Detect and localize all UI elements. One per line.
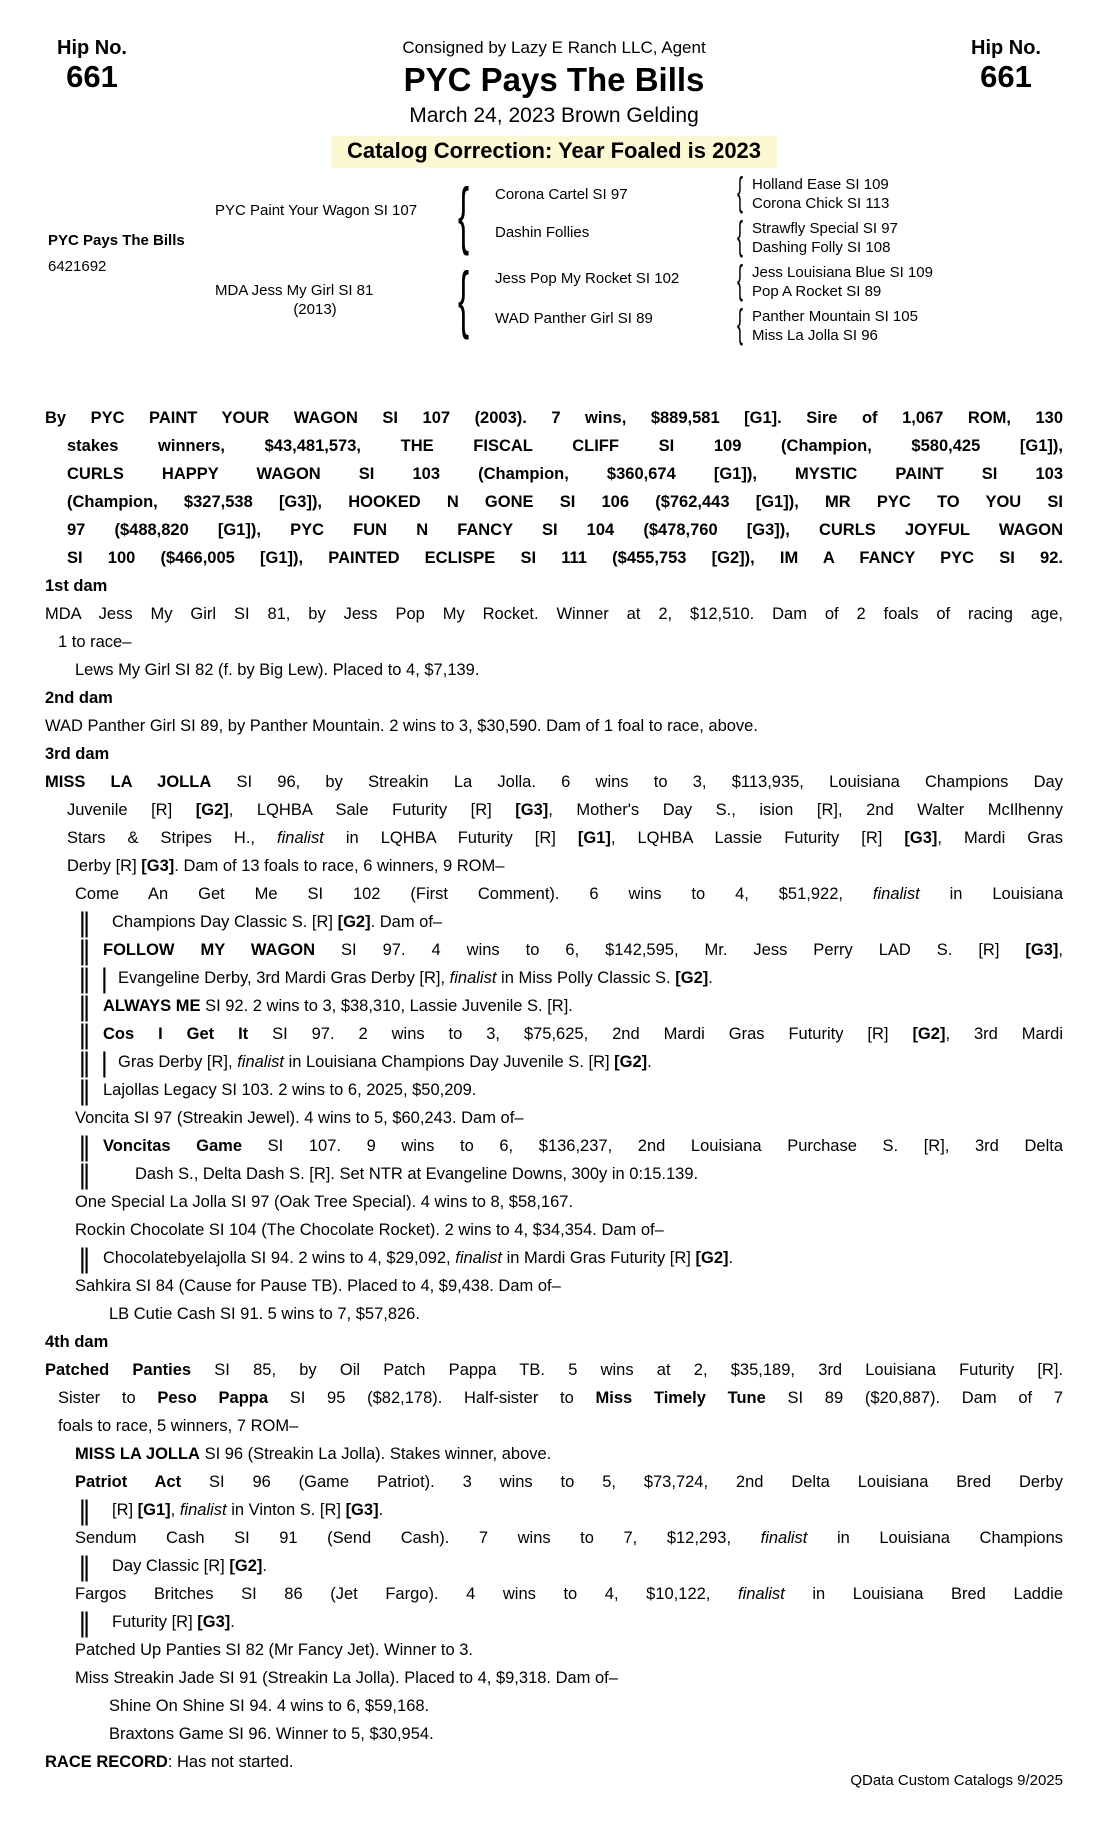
body-text: . bbox=[378, 1501, 384, 1519]
hierarchy-bar: ‖ bbox=[78, 1048, 91, 1078]
pedigree-gen3-ancestor: Pop A Rocket SI 89 bbox=[752, 283, 882, 300]
body-text: [G3] bbox=[345, 1501, 379, 1519]
body-text: [G1] bbox=[577, 829, 611, 847]
body-text: [R] bbox=[112, 1501, 138, 1519]
body-line bbox=[45, 544, 1063, 572]
section-4th-dam bbox=[45, 1328, 1063, 1356]
body-text: MISS LA JOLLA bbox=[75, 1445, 200, 1463]
body-text: Voncitas Game bbox=[103, 1137, 243, 1155]
body-text: SI 107. 9 wins to 6, $136,237, 2nd Louisiana Purchase S. [R], 3rd Delta bbox=[242, 1137, 1063, 1155]
pedigree-brace: { bbox=[737, 302, 744, 346]
body-text: , LQHBA Sale Futurity [R] bbox=[228, 801, 516, 819]
body-text: Dash S., Delta Dash S. [R]. Set NTR at Evangeline Downs, 300y in 0:15.139. bbox=[135, 1165, 699, 1183]
body-text: [G2] bbox=[695, 1249, 729, 1267]
horse-name-title: PYC Pays The Bills bbox=[403, 61, 705, 98]
pedigree-brace: { bbox=[458, 257, 470, 340]
body-line bbox=[45, 1020, 1063, 1048]
hierarchy-bar: ‖ bbox=[78, 1132, 91, 1162]
body-text: Cos I Get It bbox=[103, 1025, 249, 1043]
body-text: Miss Timely Tune bbox=[595, 1389, 766, 1407]
body-text: in Louisiana bbox=[919, 885, 1063, 903]
body-text: in Louisiana Champions Day Juvenile S. [R] bbox=[283, 1053, 615, 1071]
pedigree-brace: { bbox=[737, 214, 744, 258]
body-text: RACE RECORD bbox=[45, 1753, 168, 1771]
hierarchy-bar: ‖ bbox=[78, 1020, 91, 1050]
body-text: SI 96 (Game Patriot). 3 wins to 5, $73,724, 2nd Delta Louisiana Bred Derby bbox=[181, 1473, 1063, 1491]
body-line bbox=[45, 936, 1063, 964]
hierarchy-bar: ‖ bbox=[78, 992, 91, 1022]
body-text: finalist bbox=[277, 829, 324, 847]
body-text: finalist bbox=[455, 1249, 503, 1267]
body-text: , Mother's Day S., ision [R], 2nd Walter McIlhenny bbox=[548, 801, 1064, 819]
body-text: Juvenile [R] bbox=[67, 801, 196, 819]
body-text: : Has not started. bbox=[167, 1753, 294, 1771]
body-text: [G2] bbox=[675, 969, 709, 987]
body-line bbox=[45, 1048, 1063, 1076]
body-text: Voncita SI 97 (Streakin Jewel). 4 wins to 5, $60,243. Dam of– bbox=[75, 1109, 524, 1127]
pedigree-gen2-sire-sire: Corona Cartel SI 97 bbox=[495, 186, 628, 203]
body-text: Chocolatebyelajolla SI 94. 2 wins to 4, $29,092, bbox=[103, 1249, 456, 1267]
body-text: 4th dam bbox=[45, 1333, 109, 1351]
body-line bbox=[45, 1524, 1063, 1552]
body-text: SI 97. 2 wins to 3, $75,625, 2nd Mardi Gras Futurity [R] bbox=[248, 1025, 913, 1043]
body-line bbox=[45, 656, 1063, 684]
pedigree-gen2-dam-sire: Jess Pop My Rocket SI 102 bbox=[495, 270, 680, 287]
body-text: in Louisiana Champions bbox=[807, 1529, 1064, 1547]
body-text: Sister to bbox=[58, 1389, 158, 1407]
pedigree-gen3-ancestor: Dashing Folly SI 108 bbox=[752, 239, 891, 256]
body-text: . Dam of– bbox=[370, 913, 443, 931]
body-text: foals to race, 5 winners, 7 ROM– bbox=[58, 1417, 299, 1435]
consignor-line: Consigned by Lazy E Ranch LLC, Agent bbox=[402, 38, 706, 57]
hierarchy-bar: ‖ bbox=[78, 1244, 91, 1274]
body-text: Braxtons Game SI 96. Winner to 5, $30,954. bbox=[109, 1725, 434, 1743]
body-text: MISS LA JOLLA bbox=[45, 773, 212, 791]
body-text: , 3rd Mardi bbox=[945, 1025, 1064, 1043]
hierarchy-bar: ‖ bbox=[78, 1076, 91, 1106]
body-line bbox=[45, 768, 1063, 796]
pedigree-dam: MDA Jess My Girl SI 81 bbox=[215, 282, 374, 299]
body-text: CURLS HAPPY WAGON SI 103 (Champion, $360,674 [G1]), MYSTIC PAINT SI 103 bbox=[67, 465, 1063, 483]
body-text: , Mardi Gras bbox=[937, 829, 1064, 847]
body-text: Evangeline Derby, 3rd Mardi Gras Derby [R], bbox=[118, 969, 450, 987]
body-text: Sendum Cash SI 91 (Send Cash). 7 wins to 7, $12,293, bbox=[75, 1529, 761, 1547]
catalog-body bbox=[45, 404, 1063, 1776]
section-2nd-dam bbox=[45, 684, 1063, 712]
body-line bbox=[45, 908, 1063, 936]
body-text: Day Classic [R] bbox=[112, 1557, 230, 1575]
body-text: SI 100 ($466,005 [G1]), PAINTED ECLISPE SI 111 ($455,753 [G2]), IM A FANCY PYC SI 92. bbox=[67, 549, 1063, 567]
pedigree-gen3-ancestor: Corona Chick SI 113 bbox=[752, 195, 890, 212]
body-text: in Miss Polly Classic S. bbox=[496, 969, 676, 987]
body-text: One Special La Jolla SI 97 (Oak Tree Special). 4 wins to 8, $58,167. bbox=[75, 1193, 574, 1211]
pedigree-gen3-ancestor: Miss La Jolla SI 96 bbox=[752, 327, 878, 344]
section-3rd-dam bbox=[45, 740, 1063, 768]
body-line bbox=[45, 1720, 1063, 1748]
body-text: [G2] bbox=[337, 913, 371, 931]
page-footer bbox=[45, 1772, 1063, 1789]
body-line bbox=[45, 628, 1063, 656]
body-text: [G2] bbox=[195, 801, 229, 819]
hierarchy-bar: ‖ bbox=[78, 908, 91, 938]
body-text: 97 ($488,820 [G1]), PYC FUN N FANCY SI 104 ($478,760 [G3]), CURLS JOYFUL WAGON bbox=[67, 521, 1063, 539]
body-text: 3rd dam bbox=[45, 745, 110, 763]
body-line bbox=[45, 1132, 1063, 1160]
body-text: in Mardi Gras Futurity [R] bbox=[502, 1249, 696, 1267]
body-text: Rockin Chocolate SI 104 (The Chocolate Rocket). 2 wins to 4, $34,354. Dam of– bbox=[75, 1221, 664, 1239]
body-text: [G2] bbox=[614, 1053, 648, 1071]
pedigree-gen2-dam-dam: WAD Panther Girl SI 89 bbox=[495, 310, 653, 327]
body-text: Patched Panties bbox=[45, 1361, 192, 1379]
body-text: [G3] bbox=[515, 801, 549, 819]
body-line bbox=[45, 1608, 1063, 1636]
body-text: [G2] bbox=[912, 1025, 946, 1043]
body-text: 1st dam bbox=[45, 577, 108, 595]
body-line bbox=[45, 516, 1063, 544]
body-text: Futurity [R] bbox=[112, 1613, 198, 1631]
catalog-correction-banner: Catalog Correction: Year Foaled is 2023 bbox=[331, 136, 777, 168]
body-line bbox=[45, 824, 1063, 852]
body-text: Patriot Act bbox=[75, 1473, 182, 1491]
body-text: 2nd dam bbox=[45, 689, 113, 707]
body-text: . bbox=[728, 1249, 734, 1267]
body-line bbox=[45, 796, 1063, 824]
body-line bbox=[45, 880, 1063, 908]
catalog-correction-wrap bbox=[45, 136, 1063, 168]
body-line bbox=[45, 1216, 1063, 1244]
pedigree-gen3-ancestor: Holland Ease SI 109 bbox=[752, 176, 889, 193]
body-line bbox=[45, 1384, 1063, 1412]
hip-label: Hip No. bbox=[57, 37, 127, 59]
foal-info: March 24, 2023 Brown Gelding bbox=[409, 104, 699, 127]
body-text: stakes winners, $43,481,573, THE FISCAL CLIFF SI 109 (Champion, $580,425 [G1]), bbox=[67, 437, 1063, 455]
body-text: , bbox=[1058, 941, 1064, 959]
body-line bbox=[45, 1244, 1063, 1272]
body-text: Stars & Stripes H., bbox=[67, 829, 278, 847]
body-text: [G3] bbox=[141, 857, 175, 875]
body-text: Sahkira SI 84 (Cause for Pause TB). Placed to 4, $9,438. Dam of– bbox=[75, 1277, 561, 1295]
body-text: WAD Panther Girl SI 89, by Panther Mountain. 2 wins to 3, $30,590. Dam of 1 foal to race, above. bbox=[45, 717, 758, 735]
body-text: SI 95 ($82,178). Half-sister to bbox=[268, 1389, 596, 1407]
body-text: Champions Day Classic S. [R] bbox=[112, 913, 338, 931]
body-text: . Dam of 13 foals to race, 6 winners, 9 ROM– bbox=[174, 857, 505, 875]
body-line bbox=[45, 1440, 1063, 1468]
body-line bbox=[45, 1300, 1063, 1328]
body-line bbox=[45, 852, 1063, 880]
body-line bbox=[45, 964, 1063, 992]
hierarchy-bar: ‖ bbox=[78, 1552, 91, 1582]
body-text: [G3] bbox=[197, 1613, 231, 1631]
body-text: Miss Streakin Jade SI 91 (Streakin La Jolla). Placed to 4, $9,318. Dam of– bbox=[75, 1669, 618, 1687]
body-text: Patched Up Panties SI 82 (Mr Fancy Jet). Winner to 3. bbox=[75, 1641, 473, 1659]
body-line bbox=[45, 1636, 1063, 1664]
body-line bbox=[45, 432, 1063, 460]
body-line bbox=[45, 1356, 1063, 1384]
body-line bbox=[45, 488, 1063, 516]
body-text: [G1] bbox=[137, 1501, 171, 1519]
pedigree-gen3-ancestor: Jess Louisiana Blue SI 109 bbox=[752, 264, 933, 281]
hierarchy-bar: | bbox=[100, 964, 109, 994]
body-text: in LQHBA Futurity [R] bbox=[323, 829, 578, 847]
body-text: finalist bbox=[737, 1585, 785, 1603]
body-line bbox=[45, 1664, 1063, 1692]
pedigree-registration-number: 6421692 bbox=[48, 258, 107, 275]
body-line bbox=[45, 1496, 1063, 1524]
body-text: Shine On Shine SI 94. 4 wins to 6, $59,168. bbox=[109, 1697, 430, 1715]
body-line bbox=[45, 712, 1063, 740]
body-text: [G3] bbox=[904, 829, 938, 847]
body-text: SI 96 (Streakin La Jolla). Stakes winner, above. bbox=[199, 1445, 552, 1463]
pedigree-brace: { bbox=[737, 170, 744, 214]
body-line bbox=[45, 404, 1063, 432]
section-1st-dam bbox=[45, 572, 1063, 600]
pedigree-chart bbox=[0, 170, 1100, 404]
body-text: Peso Pappa bbox=[157, 1389, 269, 1407]
body-text: finalist bbox=[179, 1501, 227, 1519]
body-line bbox=[45, 1188, 1063, 1216]
body-text: in Louisiana Bred Laddie bbox=[784, 1585, 1063, 1603]
body-line bbox=[45, 1160, 1063, 1188]
body-text: in Vinton S. [R] bbox=[226, 1501, 346, 1519]
body-text: . bbox=[230, 1613, 235, 1631]
hierarchy-bar: ‖ bbox=[78, 1160, 91, 1190]
body-text: ALWAYS ME bbox=[103, 997, 201, 1015]
hierarchy-bar: ‖ bbox=[78, 936, 91, 966]
body-line bbox=[45, 1692, 1063, 1720]
hip-number: 661 bbox=[980, 59, 1032, 94]
body-text: FOLLOW MY WAGON bbox=[103, 941, 316, 959]
body-text: , bbox=[170, 1501, 180, 1519]
body-text: . bbox=[262, 1557, 267, 1575]
body-text: Lajollas Legacy SI 103. 2 wins to 6, 2025, $50,209. bbox=[103, 1081, 477, 1099]
body-text: Come An Get Me SI 102 (First Comment). 6 wins to 4, $51,922, bbox=[75, 885, 873, 903]
body-line bbox=[45, 1272, 1063, 1300]
body-text: (Champion, $327,538 [G3]), HOOKED N GONE SI 106 ($762,443 [G1]), MR PYC TO YOU SI bbox=[67, 493, 1063, 511]
body-line bbox=[45, 600, 1063, 628]
pedigree-subject-name: PYC Pays The Bills bbox=[48, 232, 185, 249]
body-text: By PYC PAINT YOUR WAGON SI 107 (2003). 7 wins, $889,581 [G1]. Sire of 1,067 ROM, 130 bbox=[45, 409, 1063, 427]
pedigree-gen2-sire-dam: Dashin Follies bbox=[495, 224, 590, 241]
body-text: Fargos Britches SI 86 (Jet Fargo). 4 wins to 4, $10,122, bbox=[75, 1585, 738, 1603]
pedigree-sire: PYC Paint Your Wagon SI 107 bbox=[215, 202, 418, 219]
pedigree-dam-year: (2013) bbox=[293, 301, 337, 318]
body-text: LB Cutie Cash SI 91. 5 wins to 7, $57,826. bbox=[109, 1305, 420, 1323]
pedigree-gen3-ancestor: Strawfly Special SI 97 bbox=[752, 220, 898, 237]
body-text: finalist bbox=[760, 1529, 808, 1547]
body-line bbox=[45, 1104, 1063, 1132]
body-text: finalist bbox=[237, 1053, 284, 1071]
body-text: Derby [R] bbox=[67, 857, 142, 875]
body-line bbox=[45, 1076, 1063, 1104]
body-line bbox=[45, 992, 1063, 1020]
hierarchy-bar: | bbox=[100, 1048, 109, 1078]
body-text: 1 to race– bbox=[58, 633, 132, 651]
hierarchy-bar: ‖ bbox=[78, 964, 91, 994]
catalog-credit: QData Custom Catalogs 9/2025 bbox=[850, 1772, 1063, 1789]
body-line bbox=[45, 1412, 1063, 1440]
hip-label: Hip No. bbox=[971, 37, 1041, 59]
body-line bbox=[45, 1552, 1063, 1580]
body-text: SI 89 ($20,887). Dam of 7 bbox=[765, 1389, 1064, 1407]
body-line bbox=[45, 1580, 1063, 1608]
body-text: MDA Jess My Girl SI 81, by Jess Pop My Rocket. Winner at 2, $12,510. Dam of 2 foals of racing age, bbox=[45, 605, 1063, 623]
page-header bbox=[0, 0, 1100, 170]
body-text: [G3] bbox=[1025, 941, 1059, 959]
body-text: SI 96, by Streakin La Jolla. 6 wins to 3, $113,935, Louisiana Champions Day bbox=[211, 773, 1063, 791]
body-text: SI 97. 4 wins to 6, $142,595, Mr. Jess Perry LAD S. [R] bbox=[315, 941, 1026, 959]
body-text: SI 85, by Oil Patch Pappa TB. 5 wins at 2, $35,189, 3rd Louisiana Futurity [R]. bbox=[191, 1361, 1063, 1379]
body-text: . bbox=[708, 969, 713, 987]
body-text: [G2] bbox=[229, 1557, 263, 1575]
body-text: Lews My Girl SI 82 (f. by Big Lew). Placed to 4, $7,139. bbox=[75, 661, 480, 679]
pedigree-brace: { bbox=[458, 173, 470, 256]
body-text: finalist bbox=[449, 969, 497, 987]
hip-number: 661 bbox=[66, 59, 118, 94]
hierarchy-bar: ‖ bbox=[78, 1496, 91, 1526]
body-text: . bbox=[647, 1053, 652, 1071]
body-line bbox=[45, 460, 1063, 488]
hierarchy-bar: ‖ bbox=[78, 1608, 91, 1638]
body-text: Gras Derby [R], bbox=[118, 1053, 238, 1071]
pedigree-gen3-ancestor: Panther Mountain SI 105 bbox=[752, 308, 918, 325]
body-text: finalist bbox=[872, 885, 920, 903]
body-line bbox=[45, 1468, 1063, 1496]
body-text: , LQHBA Lassie Futurity [R] bbox=[610, 829, 905, 847]
pedigree-brace: { bbox=[737, 258, 744, 302]
body-text: SI 92. 2 wins to 3, $38,310, Lassie Juvenile S. [R]. bbox=[200, 997, 573, 1015]
